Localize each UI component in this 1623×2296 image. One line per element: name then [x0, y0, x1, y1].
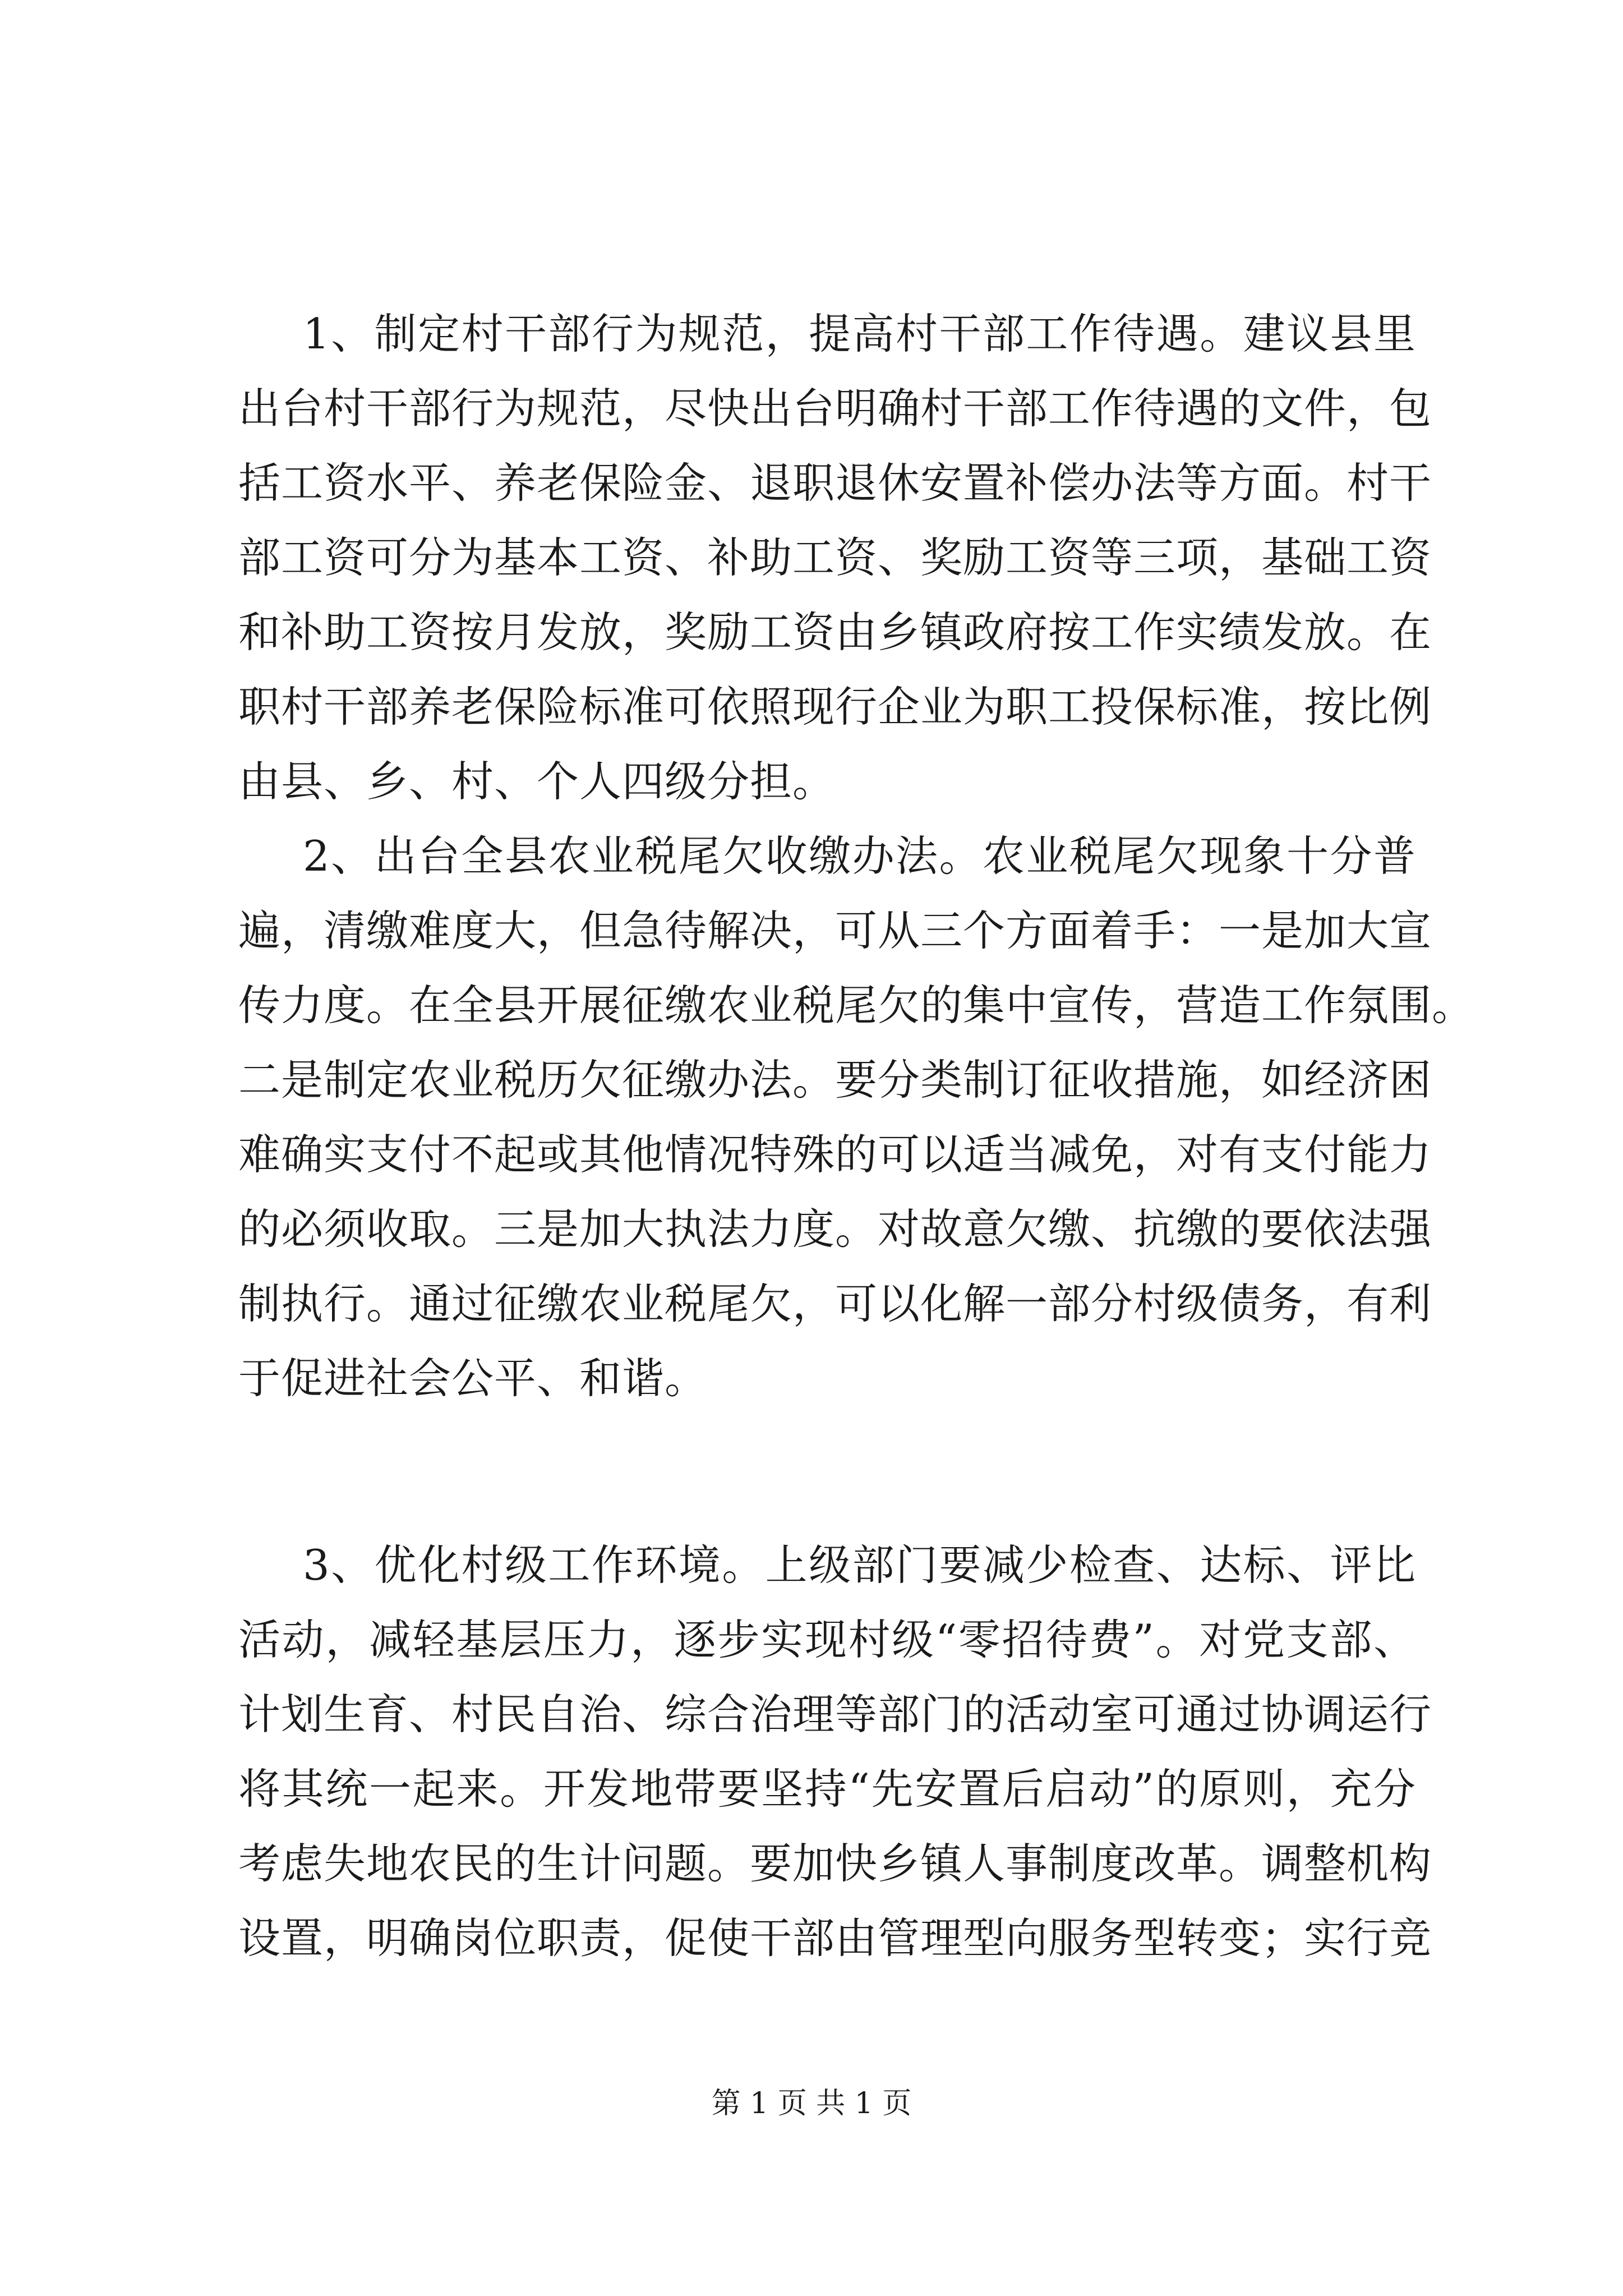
paragraph-2-line-5: 难确实支付不起或其他情况特殊的可以适当减免，对有支付能力 [238, 1130, 1432, 1179]
paragraph-2-line-7: 制执行。通过征缴农业税尾欠，可以化解一部分村级债务，有利 [238, 1279, 1432, 1328]
paragraph-2-line-6: 的必须收取。三是加大执法力度。对故意欠缴、抗缴的要依法强 [238, 1204, 1432, 1254]
paragraph-3-line-2: 活动，减轻基层压力，逐步实现村级“零招待费”。对党支部、 [238, 1615, 1416, 1664]
paragraph-3-line-3: 计划生育、村民自治、综合治理等部门的活动室可通过协调运行 [238, 1690, 1432, 1739]
paragraph-1-line-6: 职村干部养老保险标准可依照现行企业为职工投保标准，按比例 [238, 682, 1432, 731]
page-footer: 第 1 页 共 1 页 [711, 2087, 912, 2120]
paragraph-3-line-4: 将其统一起来。开发地带要坚持“先安置后启动”的原则，充分 [238, 1764, 1416, 1814]
paragraph-2-line-8: 于促进社会公平、和谐。 [238, 1354, 708, 1403]
paragraph-1-line-5: 和补助工资按月发放，奖励工资由乡镇政府按工作实绩发放。在 [238, 608, 1432, 657]
paragraph-1-line-7: 由县、乡、村、个人四级分担。 [238, 757, 836, 806]
paragraph-3-line-6: 设置，明确岗位职责，促使干部由管理型向服务型转变；实行竞 [238, 1913, 1432, 1963]
paragraph-2-line-1: 2、出台全县农业税尾欠收缴办法。农业税尾欠现象十分普 [303, 831, 1416, 881]
paragraph-2-line-3: 传力度。在全县开展征缴农业税尾欠的集中宣传，营造工作氛围。 [238, 981, 1475, 1030]
paragraph-2-line-2: 遍，清缴难度大，但急待解决，可从三个方面着手：一是加大宣 [238, 906, 1432, 955]
paragraph-1-line-4: 部工资可分为基本工资、补助工资、奖励工资等三项，基础工资 [238, 533, 1432, 582]
paragraph-1-line-2: 出台村干部行为规范，尽快出台明确村干部工作待遇的文件，包 [238, 384, 1432, 433]
paragraph-1-line-3: 括工资水平、养老保险金、退职退休安置补偿办法等方面。村干 [238, 458, 1432, 508]
paragraph-2-line-4: 二是制定农业税历欠征缴办法。要分类制订征收措施，如经济困 [238, 1055, 1432, 1105]
paragraph-3-line-5: 考虑失地农民的生计问题。要加快乡镇人事制度改革。调整机构 [238, 1839, 1432, 1888]
paragraph-1-line-1: 1、制定村干部行为规范，提高村干部工作待遇。建议县里 [303, 309, 1416, 358]
paragraph-3-line-1: 3、优化村级工作环境。上级部门要减少检查、达标、评比 [303, 1540, 1416, 1590]
